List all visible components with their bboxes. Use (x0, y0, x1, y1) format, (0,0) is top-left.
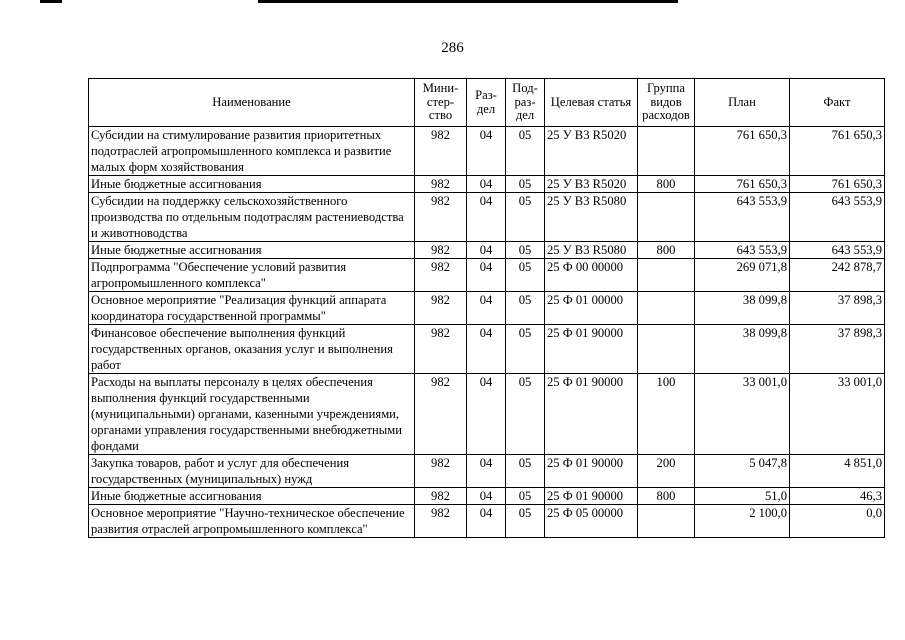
cell-plan: 33 001,0 (695, 374, 790, 455)
cell-fact: 37 898,3 (790, 325, 885, 374)
cell-name: Иные бюджетные ассигнования (89, 242, 415, 259)
cell-fact: 37 898,3 (790, 292, 885, 325)
cell-subsection: 05 (506, 455, 545, 488)
cell-subsection: 05 (506, 325, 545, 374)
table-row (89, 242, 885, 259)
cell-fact: 643 553,9 (790, 242, 885, 259)
cell-group (638, 127, 695, 176)
cell-section: 04 (467, 455, 506, 488)
cell-group (638, 259, 695, 292)
cell-fact: 4 851,0 (790, 455, 885, 488)
table-row (89, 505, 885, 538)
header-section: Раз-дел (467, 79, 506, 127)
cell-subsection: 05 (506, 176, 545, 193)
cell-subsection: 05 (506, 374, 545, 455)
cell-section: 04 (467, 325, 506, 374)
header-ministry: Мини-стер-ство (415, 79, 467, 127)
cell-subsection: 05 (506, 505, 545, 538)
cell-ministry: 982 (415, 505, 467, 538)
scan-artifact-left (40, 0, 62, 3)
cell-section: 04 (467, 127, 506, 176)
cell-subsection: 05 (506, 193, 545, 242)
cell-section: 04 (467, 259, 506, 292)
cell-fact: 761 650,3 (790, 127, 885, 176)
cell-plan: 761 650,3 (695, 127, 790, 176)
cell-plan: 51,0 (695, 488, 790, 505)
cell-target: 25 У В3 R5080 (545, 193, 638, 242)
cell-ministry: 982 (415, 455, 467, 488)
table-row (89, 488, 885, 505)
cell-name: Иные бюджетные ассигнования (89, 176, 415, 193)
table-row (89, 259, 885, 292)
cell-target: 25 Ф 01 00000 (545, 292, 638, 325)
budget-table (88, 78, 885, 538)
cell-ministry: 982 (415, 193, 467, 242)
header-name: Наименование (89, 79, 415, 127)
header-group: Группа видов расходов (638, 79, 695, 127)
cell-plan: 643 553,9 (695, 242, 790, 259)
cell-group: 100 (638, 374, 695, 455)
cell-plan: 761 650,3 (695, 176, 790, 193)
cell-group (638, 505, 695, 538)
cell-ministry: 982 (415, 325, 467, 374)
cell-section: 04 (467, 505, 506, 538)
cell-ministry: 982 (415, 292, 467, 325)
cell-subsection: 05 (506, 127, 545, 176)
cell-name: Основное мероприятие "Реализация функций аппарата координатора государственной программы" (89, 292, 415, 325)
cell-ministry: 982 (415, 127, 467, 176)
cell-section: 04 (467, 488, 506, 505)
cell-ministry: 982 (415, 259, 467, 292)
header-subsection: Под-раз-дел (506, 79, 545, 127)
cell-target: 25 Ф 01 90000 (545, 488, 638, 505)
cell-ministry: 982 (415, 374, 467, 455)
table-row (89, 176, 885, 193)
cell-fact: 46,3 (790, 488, 885, 505)
cell-plan: 2 100,0 (695, 505, 790, 538)
cell-target: 25 У В3 R5080 (545, 242, 638, 259)
cell-plan: 5 047,8 (695, 455, 790, 488)
cell-name: Основное мероприятие "Научно-техническое обеспечение развития отраслей агропромышленного комплекса" (89, 505, 415, 538)
table-row (89, 325, 885, 374)
cell-name: Финансовое обеспечение выполнения функций государственных органов, оказания услуг и выполнения работ (89, 325, 415, 374)
cell-target: 25 У В3 R5020 (545, 127, 638, 176)
table-header-row (89, 79, 885, 127)
cell-fact: 33 001,0 (790, 374, 885, 455)
cell-name: Расходы на выплаты персоналу в целях обеспечения выполнения функций государственными (муниципальными) органами, казенными учреждениями, органами управления государственными внебюджетными фондами (89, 374, 415, 455)
table-body (89, 127, 885, 538)
table-row (89, 455, 885, 488)
cell-target: 25 Ф 05 00000 (545, 505, 638, 538)
cell-section: 04 (467, 292, 506, 325)
page-number: 286 (441, 40, 464, 56)
cell-group: 800 (638, 242, 695, 259)
table-row (89, 292, 885, 325)
cell-fact: 0,0 (790, 505, 885, 538)
header-fact: Факт (790, 79, 885, 127)
cell-group: 800 (638, 488, 695, 505)
cell-subsection: 05 (506, 488, 545, 505)
cell-target: 25 Ф 01 90000 (545, 455, 638, 488)
cell-subsection: 05 (506, 292, 545, 325)
cell-subsection: 05 (506, 242, 545, 259)
cell-fact: 643 553,9 (790, 193, 885, 242)
cell-section: 04 (467, 176, 506, 193)
cell-target: 25 Ф 00 00000 (545, 259, 638, 292)
cell-name: Закупка товаров, работ и услуг для обеспечения государственных (муниципальных) нужд (89, 455, 415, 488)
cell-plan: 643 553,9 (695, 193, 790, 242)
cell-group (638, 193, 695, 242)
scan-artifact-right (258, 0, 678, 3)
cell-subsection: 05 (506, 259, 545, 292)
cell-target: 25 Ф 01 90000 (545, 374, 638, 455)
cell-plan: 269 071,8 (695, 259, 790, 292)
cell-name: Подпрограмма "Обеспечение условий развития агропромышленного комплекса" (89, 259, 415, 292)
cell-name: Субсидии на стимулирование развития приоритетных подотраслей агропромышленного комплекса и развитие малых форм хозяйствования (89, 127, 415, 176)
cell-group (638, 292, 695, 325)
cell-section: 04 (467, 242, 506, 259)
cell-target: 25 У В3 R5020 (545, 176, 638, 193)
cell-section: 04 (467, 193, 506, 242)
cell-plan: 38 099,8 (695, 292, 790, 325)
cell-target: 25 Ф 01 90000 (545, 325, 638, 374)
table-row (89, 127, 885, 176)
header-plan: План (695, 79, 790, 127)
cell-ministry: 982 (415, 242, 467, 259)
table-row (89, 374, 885, 455)
cell-ministry: 982 (415, 488, 467, 505)
cell-group: 200 (638, 455, 695, 488)
header-target: Целевая статья (545, 79, 638, 127)
cell-plan: 38 099,8 (695, 325, 790, 374)
cell-name: Субсидии на поддержку сельскохозяйственного производства по отдельным подотраслям растениеводства и животноводства (89, 193, 415, 242)
cell-group (638, 325, 695, 374)
cell-section: 04 (467, 374, 506, 455)
cell-fact: 242 878,7 (790, 259, 885, 292)
cell-fact: 761 650,3 (790, 176, 885, 193)
table-row (89, 193, 885, 242)
cell-name: Иные бюджетные ассигнования (89, 488, 415, 505)
cell-group: 800 (638, 176, 695, 193)
cell-ministry: 982 (415, 176, 467, 193)
